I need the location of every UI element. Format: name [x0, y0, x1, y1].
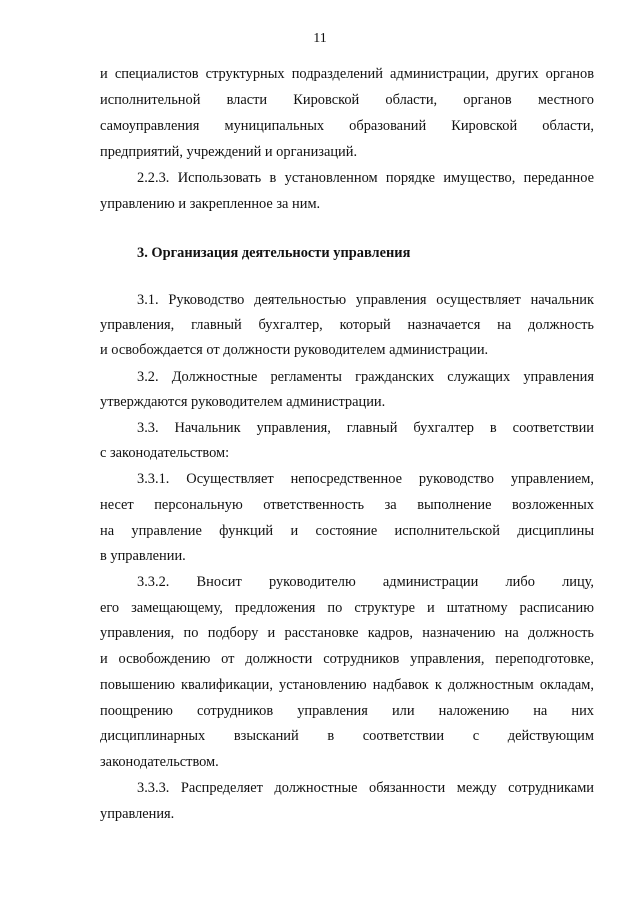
text-line: в управлении.: [100, 548, 186, 564]
text-line: 3.3.1. Осуществляет непосредственное руководство управлением,: [137, 471, 594, 487]
text-line: 3.3. Начальник управления, главный бухгалтер в соответствии: [137, 420, 594, 436]
text-line: 3.3.2. Вносит руководителю администрации либо лицу,: [137, 574, 594, 590]
text-line: 3.2. Должностные регламенты гражданских служащих управления: [137, 369, 594, 385]
text-line: 2.2.3. Использовать в установленном порядке имущество, переданное: [137, 170, 594, 186]
text-line: законодательством.: [100, 754, 219, 770]
text-line: несет персональную ответственность за выполнение возложенных: [100, 497, 594, 513]
text-line: 3.3.3. Распределяет должностные обязанности между сотрудниками: [137, 780, 594, 796]
text-line: 3.1. Руководство деятельностью управления осуществляет начальник: [137, 292, 594, 308]
page-number: 11: [313, 31, 327, 46]
text-line: управлению и закрепленное за ним.: [100, 196, 321, 212]
text-line: самоуправления муниципальных образований Кировской области,: [100, 118, 594, 134]
text-line: поощрению сотрудников управления или наложению на них: [100, 703, 594, 719]
text-line: и освобождению от должности сотрудников управления, переподготовке,: [100, 651, 594, 667]
text-line: утверждаются руководителем администрации.: [100, 394, 386, 410]
text-line: и освобождается от должности руководителем администрации.: [100, 342, 489, 358]
text-line: на управление функций и состояние исполнительской дисциплины: [100, 523, 594, 539]
text-line: предприятий, учреждений и организаций.: [100, 144, 358, 160]
text-line: его замещающему, предложения по структуре и штатному расписанию: [100, 600, 594, 616]
text-line: управления, главный бухгалтер, который назначается на должность: [100, 317, 594, 333]
text-line: повышению квалификации, установлению надбавок к должностным окладам,: [100, 677, 594, 693]
text-line: с законодательством:: [100, 445, 230, 461]
text-line: исполнительной власти Кировской области, органов местного: [100, 92, 594, 108]
text-line: управления.: [100, 806, 175, 822]
text-line: дисциплинарных взысканий в соответствии с действующим: [100, 728, 594, 744]
section-heading: 3. Организация деятельности управления: [137, 245, 411, 261]
text-line: и специалистов структурных подразделений администрации, других органов: [100, 66, 594, 82]
text-line: управления, по подбору и расстановке кадров, назначению на должность: [100, 625, 594, 641]
